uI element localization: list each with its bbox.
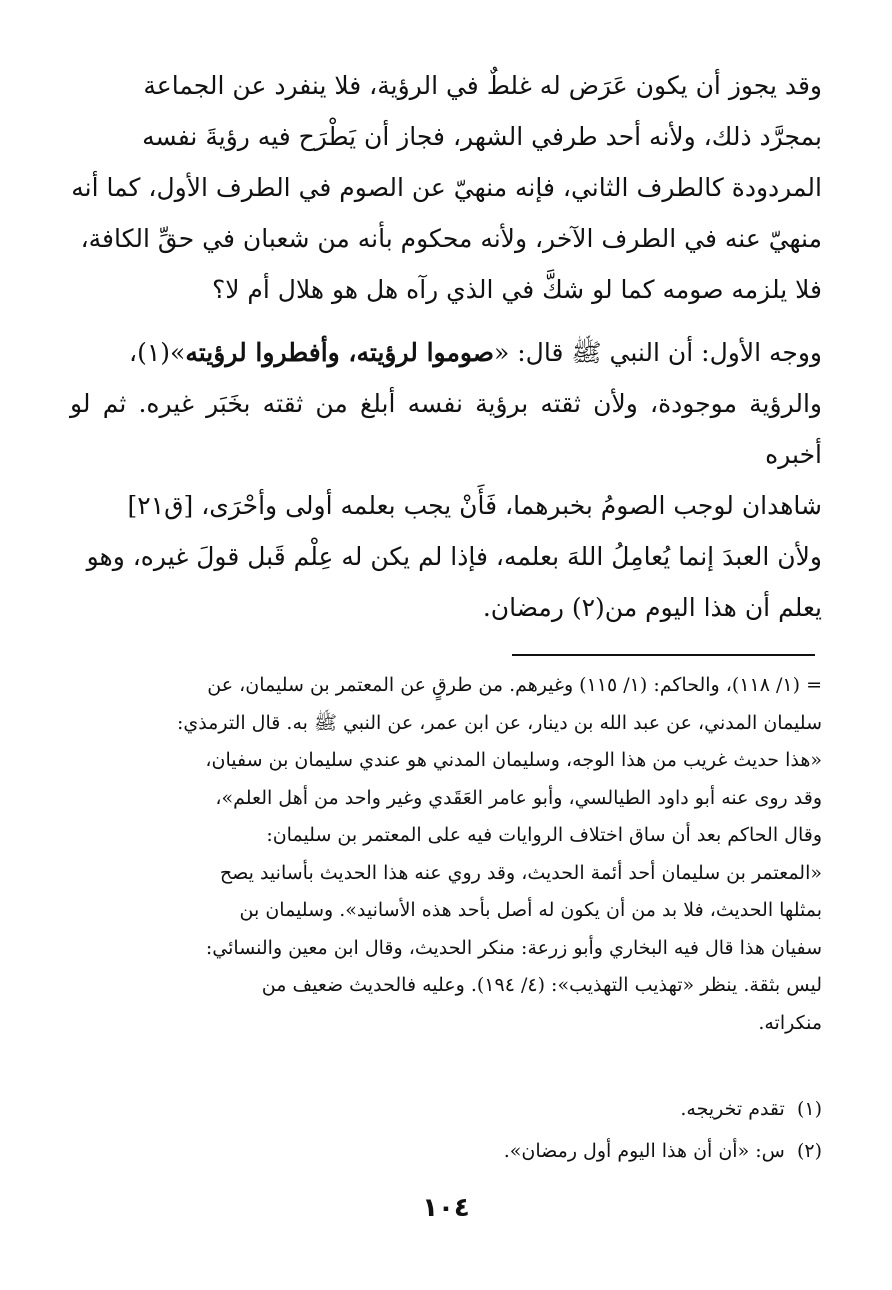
text-line: فلا يلزمه صومه كما لو شكَّ في الذي رآه هل هو هلال أم لا؟ <box>211 275 822 304</box>
footnote-line: بمثلها الحديث، فلا بد من أن يكون له أصل بأحد هذه الأسانيد». وسليمان بن <box>239 899 822 921</box>
footnote-ref: »(١)، <box>129 338 186 367</box>
text-line: ولأن العبدَ إنما يُعامِلُ اللهَ بعلمه، فإذا لم يكن له عِلْم قَبل قولَ غيره، وهو <box>86 542 822 571</box>
footnote-line: «المعتمر بن سليمان أحد أئمة الحديث، وقد روي عنه هذا الحديث بأسانيد يصح <box>219 861 822 884</box>
footnote-line: = (١/ ١١٨)، والحاكم: (١/ ١١٥) وغيرهم. من طرقٍ عن المعتمر بن سليمان، عن <box>207 674 822 696</box>
text-line <box>70 327 822 378</box>
footnote-text: س: «أن أن هذا اليوم أول رمضان». <box>503 1140 785 1162</box>
footnote-divider <box>512 654 815 656</box>
text-line: المردودة كالطرف الثاني، فإنه منهيّ عن الصوم في الطرف الأول، كما أنه <box>71 173 822 202</box>
paragraph-1 <box>70 60 822 315</box>
footnote-line: وقال الحاكم بعد أن ساق اختلاف الروايات فيه على المعتمر بن سليمان: <box>266 824 822 846</box>
footnote-marker: (٢) <box>796 1140 822 1162</box>
text-line: يعلم أن هذا اليوم من(٢) رمضان. <box>482 593 822 622</box>
footnote-1 <box>70 1091 822 1127</box>
footnote-line: وقد روى عنه أبو داود الطيالسي، وأبو عامر العَقَدي وغير واحد من أهل العلم»، <box>215 786 822 809</box>
hadith-quote: صوموا لرؤيته، وأفطروا لرؤيته <box>185 338 494 367</box>
text-line: بمجرَّد ذلك، ولأنه أحد طرفي الشهر، فجاز أن يَطْرَح فيه رؤيةَ نفسه <box>142 122 822 151</box>
footnote-line: منكراته. <box>758 1011 822 1034</box>
text-line: وقد يجوز أن يكون عَرَض له غلطٌ في الرؤية، فلا ينفرد عن الجماعة <box>143 71 822 100</box>
text-segment: ووجه الأول: أن النبي ﷺ قال: « <box>494 338 822 367</box>
footnote-2 <box>70 1133 822 1169</box>
footnote-line: سفيان هذا قال فيه البخاري وأبو زرعة: منكر الحديث، وقال ابن معين والنسائي: <box>205 936 822 959</box>
text-line: والرؤية موجودة، ولأن ثقته برؤية نفسه أبلغ من ثقته بخَبَر غيره. ثم لو أخبره <box>70 389 822 469</box>
footnote-line: ليس بثقة. ينظر «تهذيب التهذيب»: (٤/ ١٩٤). وعليه فالحديث ضعيف من <box>261 974 822 996</box>
paragraph-2 <box>70 327 822 633</box>
footnote-line: «هذا حديث غريب من هذا الوجه، وسليمان المدني هو عندي سليمان بن سفيان، <box>205 749 822 771</box>
footnote-continuation <box>70 667 822 1042</box>
page-number: ١٠٤ <box>422 1193 470 1223</box>
text-line: منهيّ عنه في الطرف الآخر، ولأنه محكوم بأنه من شعبان في حقِّ الكافة، <box>80 224 822 253</box>
footnote-text: تقدم تخريجه. <box>680 1098 785 1120</box>
text-line: شاهدان لوجب الصومُ بخبرهما، فَأَنْ يجب بعلمه أولى وأحْرَى، [ق٢١] <box>127 491 822 520</box>
footnote-marker: (١) <box>796 1098 822 1120</box>
footnote-line: سليمان المدني، عن عبد الله بن دينار، عن ابن عمر، عن النبي ﷺ به. قال الترمذي: <box>176 711 822 734</box>
